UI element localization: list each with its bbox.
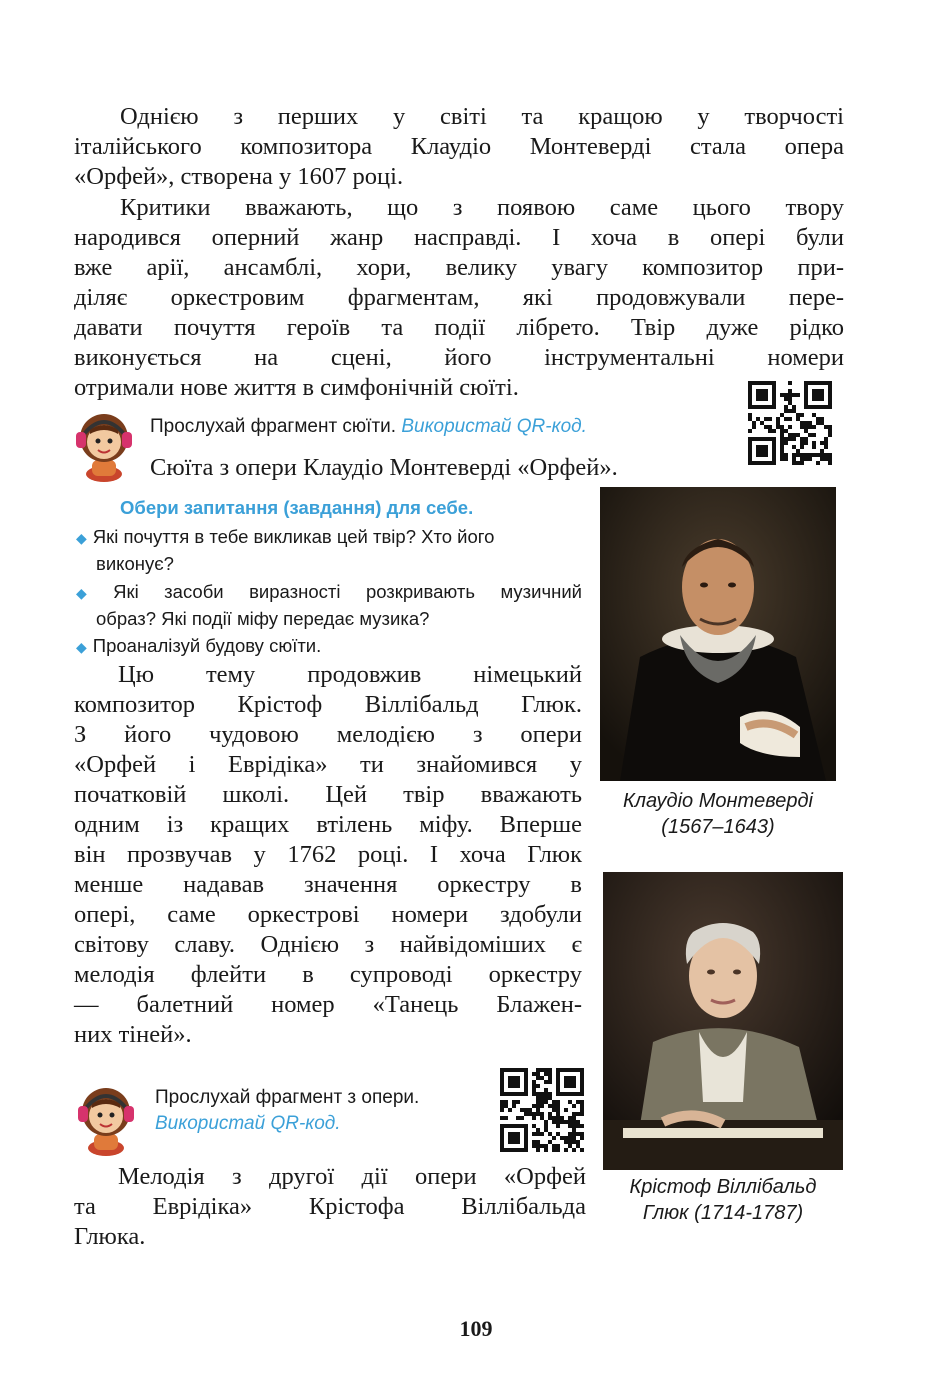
listen-instruction-1	[150, 414, 587, 440]
text-line: одним із кращих втілень міфу. Вперше	[74, 811, 582, 838]
text-line: мелодія флейти в супроводі оркестру	[74, 961, 582, 988]
diamond-bullet-icon: ◆	[76, 585, 108, 601]
text-line: «Орфей», створена у 1607 році.	[74, 163, 404, 190]
text-line: Глюка.	[74, 1223, 146, 1250]
text-line: вже арії, ансамблі, хори, велику увагу композитор при-	[74, 254, 844, 281]
qr-code-icon[interactable]	[500, 1068, 584, 1152]
monteverdi-portrait	[600, 487, 836, 781]
task-item	[76, 579, 582, 632]
task-text: Проаналізуй будову сюїти.	[92, 635, 322, 656]
text-line: — балетний номер «Танець Блажен-	[74, 991, 582, 1018]
task-text: Які засоби виразності розкривають музичний	[113, 581, 582, 602]
task-text: Які почуття в тебе викликав цей твір? Хто його	[92, 526, 495, 547]
text-line: Мелодія з другої дії опери «Орфей	[118, 1163, 586, 1190]
listen-instruction-text: Прослухай фрагмент з опери.	[155, 1087, 420, 1108]
page-number: 109	[459, 1316, 493, 1341]
text-line: світову славу. Однією з найвідоміших є	[74, 931, 582, 958]
qr-code-icon[interactable]	[748, 381, 832, 465]
gluck-portrait	[603, 872, 843, 1170]
text-line: опері, саме оркестрові номери здобули	[74, 901, 582, 928]
track-title-text: Сюїта з опери Клаудіо Монтеверді «Орфей».	[150, 454, 618, 481]
text-line: них тіней».	[74, 1021, 192, 1048]
caption-line: (1567–1643)	[661, 816, 775, 838]
qr-hint: Використай QR-код.	[155, 1113, 341, 1134]
text-line: давати почуття героїв та події лібрето. Твір дуже рідко	[74, 314, 844, 341]
paragraph-critics	[74, 193, 844, 403]
diamond-bullet-icon: ◆	[76, 639, 87, 655]
tasks-title: Обери запитання (завдання) для себе.	[120, 497, 474, 518]
text-line: він прозвучав у 1762 році. І хоча Глюк	[74, 841, 582, 868]
task-item	[76, 633, 582, 660]
monteverdi-caption	[600, 788, 836, 840]
caption-line: Крістоф Віллібальд	[629, 1176, 817, 1198]
listening-girl-icon	[70, 404, 138, 482]
track-title-1	[150, 453, 618, 483]
text-line: Однією з перших у світі та кращою у творчості	[120, 103, 844, 130]
task-item	[76, 524, 582, 577]
text-line: отримали нове життя в симфонічній сюїті.	[74, 374, 519, 401]
diamond-bullet-icon: ◆	[76, 530, 87, 546]
task-text: образ? Які події міфу передає музика?	[96, 608, 430, 629]
text-line: початковій школі. Цей твір вважають	[74, 781, 582, 808]
text-line: італійського композитора Клаудіо Монтеверді стала опера	[74, 133, 844, 160]
caption-line: Клаудіо Монтеверді	[622, 790, 814, 812]
text-line: виконується на сцені, його інструментальні номери	[74, 344, 844, 371]
listen-instruction-text: Прослухай фрагмент сюїти.	[150, 416, 397, 437]
caption-line: Глюк (1714-1787)	[642, 1202, 804, 1224]
task-text: виконує?	[96, 553, 174, 574]
text-line: та Еврідіка» Крістофа Віллібальда	[74, 1193, 586, 1220]
text-line: Критики вважають, що з появою саме цього твору	[120, 194, 844, 221]
listening-girl-icon	[72, 1078, 140, 1156]
text-line: композитор Крістоф Віллібальд Глюк.	[74, 691, 582, 718]
paragraph-gluck	[74, 660, 582, 1050]
gluck-caption	[603, 1174, 843, 1226]
text-line: Цю тему продовжив німецький	[118, 661, 582, 688]
text-line: З його чудовою мелодією з опери	[74, 721, 582, 748]
text-line: «Орфей і Еврідіка» ти знайомився у	[74, 751, 582, 778]
track-title-2	[74, 1162, 586, 1252]
text-line: діляє оркестровим фрагментам, які продовжували пере-	[74, 284, 844, 311]
paragraph-opera-orfeo	[74, 102, 844, 192]
listen-instruction-2	[155, 1085, 419, 1137]
text-line: народився оперний жанр насправді. І хоча в опері були	[74, 224, 844, 251]
text-line: менше надавав значення оркестру в	[74, 871, 582, 898]
qr-hint: Використай QR-код.	[401, 416, 587, 437]
